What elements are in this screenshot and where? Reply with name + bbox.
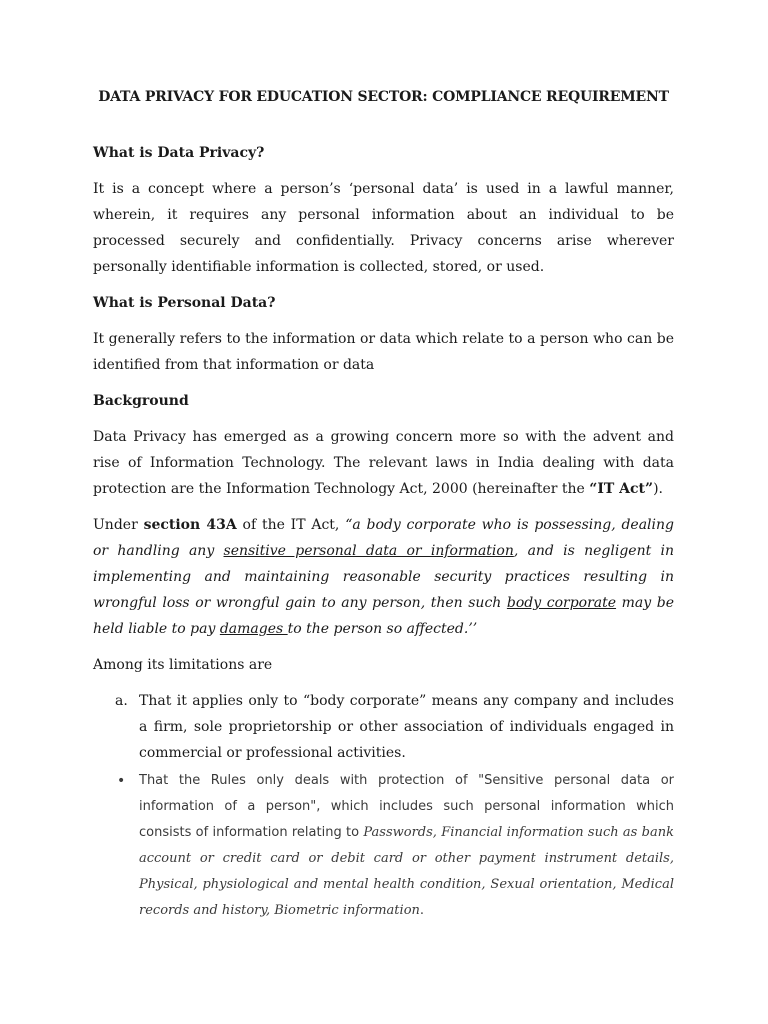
bullet-icon: • (117, 773, 126, 789)
heading-background: Background (93, 393, 189, 409)
s43a-prefix: Under (93, 517, 144, 533)
s43a-section-label: section 43A (143, 517, 237, 533)
s43a-quote-close: to the person so affected.’’ (287, 621, 478, 637)
paragraph-data-privacy: It is a concept where a person’s ‘personal data’ is used in a lawful manner, wherein, it requires any personal information about an individual to be processed securely and confidentially. Privacy concerns arise wherever personally identifiable information is collected, stored, or used. (93, 181, 674, 275)
list-item-b-italic: Passwords, Financial information such as bank account or credit card or debit card or other payment instrument details, Physical, physiological and mental health condition, Sexual orientation, Medical records and history, Biometric information (139, 825, 674, 918)
s43a-quote (93, 517, 674, 637)
list-item-b-end: . (419, 903, 425, 918)
background-text-1: Data Privacy has emerged as a growing concern more so with the advent and rise of Information Technology. The relevant laws in India dealing with data protection are the Information Technology Act, 2000 (hereinafter the (93, 429, 674, 497)
list-item-a-text: That it applies only to “body corporate” means any company and includes a firm, sole proprietorship or other association of individuals engaged in commercial or professional activities. (139, 693, 674, 761)
s43a-underline-sensitive-data: sensitive personal data or information (223, 543, 514, 559)
list-marker-a: a. (115, 693, 128, 709)
heading-data-privacy: What is Data Privacy? (93, 145, 265, 161)
limitations-list (93, 688, 674, 924)
document-title: DATA PRIVACY FOR EDUCATION SECTOR: COMPLIANCE REQUIREMENT (98, 89, 669, 105)
list-item-b-text: That the Rules only deals with protection of "Sensitive personal data or information of a person", which includes such personal information which consists of information relating to (139, 773, 674, 840)
s43a-quote-open: “a body corporate who is possessing, dealing or handling any (93, 517, 674, 559)
list-item (93, 688, 674, 766)
heading-personal-data: What is Personal Data? (93, 295, 276, 311)
list-item (93, 768, 674, 924)
paragraph-section-43a (93, 512, 674, 642)
s43a-middle: of the IT Act, (236, 517, 346, 533)
document-page (93, 84, 674, 926)
paragraph-limitations-intro: Among its limitations are (93, 657, 273, 673)
paragraph-background (93, 424, 674, 502)
s43a-underline-body-corporate: body corporate (506, 595, 617, 611)
s43a-underline-damages: damages (219, 621, 288, 637)
s43a-quote-mid2: may be held liable to pay (93, 595, 674, 637)
paragraph-personal-data: It generally refers to the information or data which relate to a person who can be identified from that information or data (93, 331, 674, 373)
s43a-quote-mid1: , and is negligent in implementing and maintaining reasonable security practices resulting in wrongful loss or wrongful gain to any person, then such (93, 543, 674, 611)
it-act-term: “IT Act” (589, 481, 654, 497)
background-text-2: ). (653, 481, 664, 497)
